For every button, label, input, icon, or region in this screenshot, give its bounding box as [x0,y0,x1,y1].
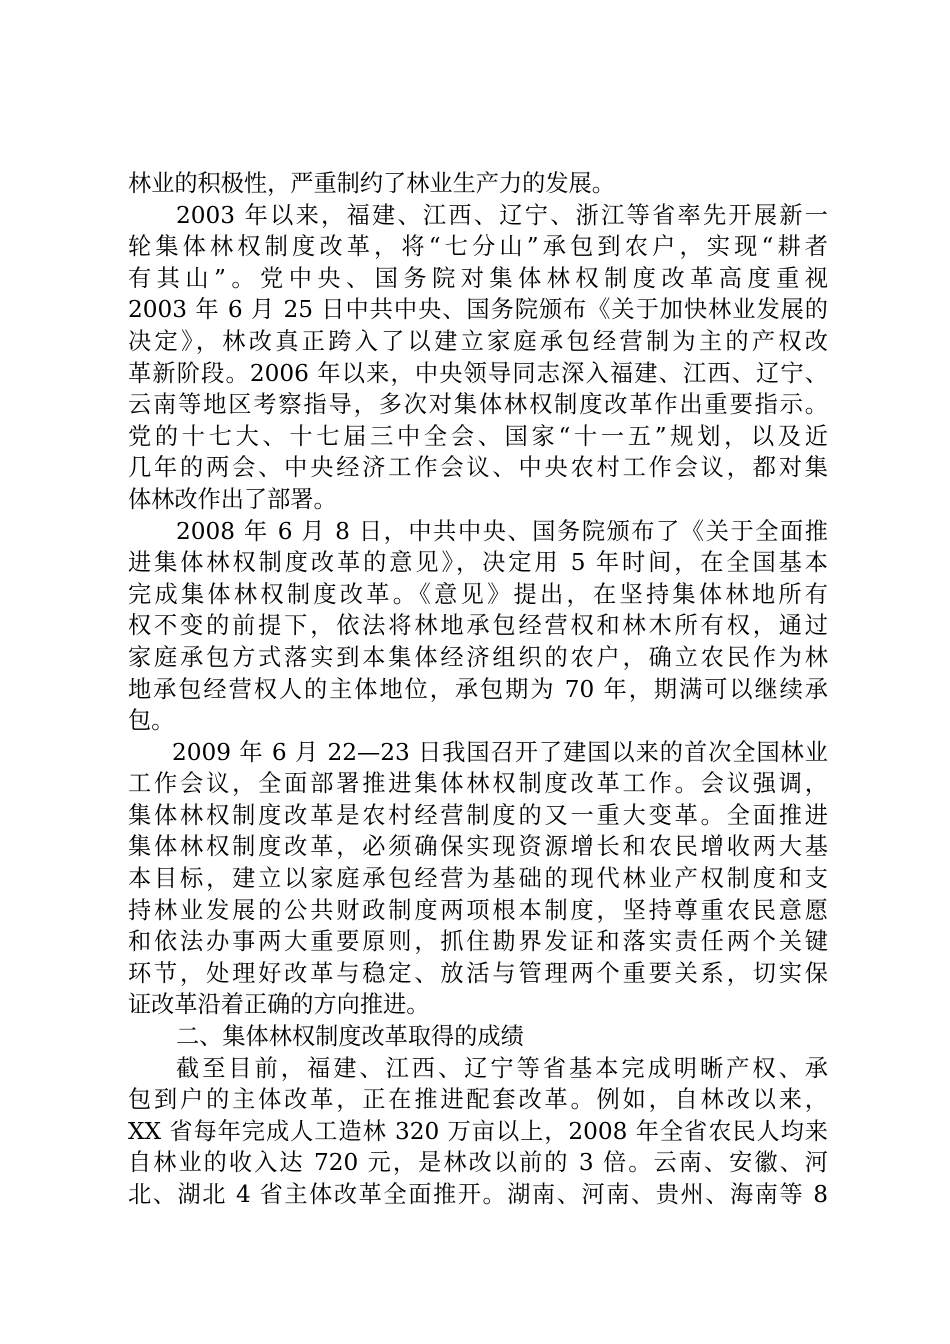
text-line: 持林业发展的公共财政制度两项根本制度，坚持尊重农民意愿 [128,896,828,924]
section-heading: 二、集体林权制度改革取得的成绩 [176,1023,524,1051]
text-line: 林业的积极性，严重制约了林业生产力的发展。 [128,170,615,197]
text-line: XX 省每年完成人工造林 320 万亩以上，2008 年全省农民人均来 [128,1117,828,1145]
text-line: 有其山”。党中央、国务院对集体林权制度改革高度重视 [128,264,828,292]
paragraph-first-line: 2003 年以来，福建、江西、辽宁、浙江等省率先开展新一 [176,201,828,229]
text-line: 和依法办事两大重要原则，抓住勘界发证和落实责任两个关键 [128,928,828,956]
text-line: 北、湖北 4 省主体改革全面推开。湖南、河南、贵州、海南等 8 [128,1181,828,1208]
text-line: 环节，处理好改革与稳定、放活与管理两个重要关系，切实保 [128,959,828,987]
text-line: 轮集体林权制度改革，将“七分山”承包到农户，实现“耕者 [128,233,828,261]
paragraph-first-line: 2008 年 6 月 8 日，中共中央、国务院颁布了《关于全面推 [176,517,828,545]
text-line: 家庭承包方式落实到本集体经济组织的农户，确立农民作为林 [128,643,828,671]
text-line: 几年的两会、中央经济工作会议、中央农村工作会议，都对集 [128,454,828,482]
text-line: 权不变的前提下，依法将林地承包经营权和林木所有权，通过 [128,612,828,640]
text-line: 工作会议，全面部署推进集体林权制度改革工作。会议强调， [128,770,828,798]
text-line: 证改革沿着正确的方向推进。 [128,991,430,1019]
text-line: 体林改作出了部署。 [128,485,337,513]
text-line: 包到户的主体改革，正在推进配套改革。例如，自林改以来， [128,1086,828,1114]
text-line: 决定》，林改真正跨入了以建立家庭承包经营制为主的产权改 [128,327,828,355]
text-line: 2003 年 6 月 25 日中共中央、国务院颁布《关于加快林业发展的 [128,296,828,324]
text-line: 集体林权制度改革，必须确保实现资源增长和农民增收两大基 [128,833,828,861]
text-line: 进集体林权制度改革的意见》，决定用 5 年时间，在全国基本 [128,549,828,577]
text-line: 本目标，建立以家庭承包经营为基础的现代林业产权制度和支 [128,865,828,893]
body-text [128,168,828,1211]
text-line: 革新阶段。2006 年以来，中央领导同志深入福建、江西、辽宁、 [128,359,828,387]
text-line: 云南等地区考察指导，多次对集体林权制度改革作出重要指示。 [128,391,828,419]
text-line: 党的十七大、十七届三中全会、国家“十一五”规划，以及近 [128,422,828,450]
text-line: 包。 [128,707,175,735]
text-line: 完成集体林权制度改革。《意见》提出，在坚持集体林地所有 [128,580,828,608]
text-line: 地承包经营权人的主体地位，承包期为 70 年，期满可以继续承 [128,675,828,703]
text-line: 集体林权制度改革是农村经营制度的又一重大变革。全面推进 [128,801,828,829]
paragraph-first-line: 2009 年 6 月 22—23 日我国召开了建国以来的首次全国林业 [172,738,828,766]
paragraph-first-line: 截至目前，福建、江西、辽宁等省基本完成明晰产权、承 [176,1054,828,1082]
text-line: 自林业的收入达 720 元，是林改以前的 3 倍。云南、安徽、河 [128,1149,828,1177]
